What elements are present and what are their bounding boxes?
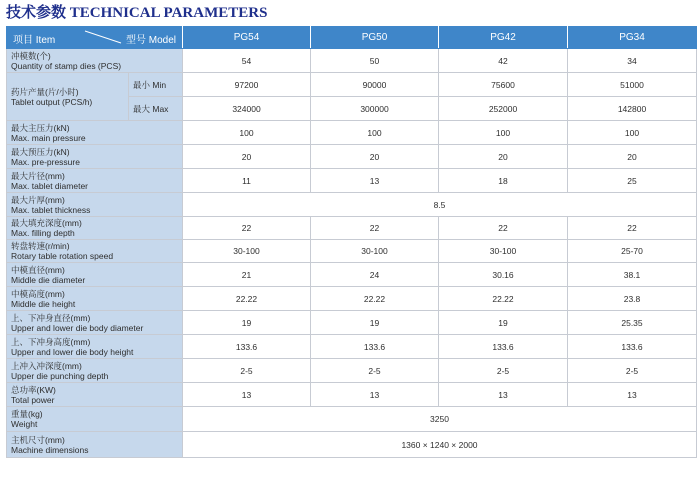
- row-label: [7, 49, 183, 73]
- table-row: [7, 49, 697, 73]
- value-cell: 142800: [568, 97, 697, 121]
- value-cell: 19: [183, 311, 311, 335]
- value-cell: 22: [183, 217, 311, 240]
- model-header-pg42: PG42: [439, 27, 568, 49]
- model-header-pg34: PG34: [568, 27, 697, 49]
- value-cell: 2-5: [311, 359, 439, 383]
- table-row: [7, 169, 697, 193]
- row-label: [7, 311, 183, 335]
- row-label-cn: 冲模数(个): [11, 50, 51, 61]
- row-label-cn: 最大填充深度(mm): [11, 218, 82, 228]
- value-cell: 25.35: [568, 311, 697, 335]
- value-cell: 20: [439, 145, 568, 169]
- value-cell: 13: [311, 169, 439, 193]
- merged-value-cell: 1360 × 1240 × 2000: [183, 432, 697, 458]
- row-label: [7, 432, 183, 458]
- row-label-cn: 上、下冲身直径(mm): [11, 312, 91, 323]
- row-label-en: Machine dimensions: [11, 444, 89, 455]
- row-label-en: Rotary table rotation speed: [11, 251, 114, 261]
- table-row: [7, 359, 697, 383]
- model-header-pg50: PG50: [311, 27, 439, 49]
- table-row: [7, 145, 697, 169]
- value-cell: 2-5: [568, 359, 697, 383]
- value-cell: 22.22: [439, 287, 568, 311]
- row-label: [7, 359, 183, 383]
- value-cell: 133.6: [568, 335, 697, 359]
- row-label: [7, 73, 129, 121]
- row-label-cn: 最大主压力(kN): [11, 122, 70, 133]
- value-cell: 100: [439, 121, 568, 145]
- value-cell: 19: [311, 311, 439, 335]
- value-cell: 19: [439, 311, 568, 335]
- row-label-en: Max. pre-pressure: [11, 156, 80, 167]
- spec-table-body: [7, 27, 697, 458]
- table-row: [7, 432, 697, 458]
- value-cell: 11: [183, 169, 311, 193]
- row-label-cn: 总功率(KW): [11, 384, 56, 395]
- row-label-en: Max. filling depth: [11, 228, 75, 238]
- table-row: [7, 311, 697, 335]
- value-cell: 25-70: [568, 240, 697, 263]
- value-cell: 2-5: [183, 359, 311, 383]
- row-label-en: Tablet output (PCS/h): [11, 96, 93, 107]
- table-row: [7, 121, 697, 145]
- value-cell: 21: [183, 263, 311, 287]
- row-label-cn: 药片产量(片/小时): [11, 86, 79, 97]
- row-label-en: Upper and lower die body diameter: [11, 322, 144, 333]
- value-cell: 38.1: [568, 263, 697, 287]
- row-label-cn: 主机尺寸(mm): [11, 434, 65, 445]
- value-cell: 34: [568, 49, 697, 73]
- table-row: [7, 217, 697, 240]
- value-cell: 42: [439, 49, 568, 73]
- merged-value-cell: 3250: [183, 407, 697, 432]
- value-cell: 252000: [439, 97, 568, 121]
- value-cell: 30-100: [311, 240, 439, 263]
- row-label-cn: 最大预压力(kN): [11, 146, 70, 157]
- page-title: 技术参数 TECHNICAL PARAMETERS: [6, 5, 268, 21]
- row-label: [7, 217, 183, 240]
- table-row: [7, 73, 697, 97]
- value-cell: 100: [568, 121, 697, 145]
- value-cell: 97200: [183, 73, 311, 97]
- row-label-en: Middle die diameter: [11, 274, 86, 285]
- value-cell: 13: [183, 383, 311, 407]
- row-label: [7, 193, 183, 217]
- value-cell: 133.6: [439, 335, 568, 359]
- value-cell: 90000: [311, 73, 439, 97]
- row-label: [7, 121, 183, 145]
- value-cell: 100: [311, 121, 439, 145]
- table-row: [7, 240, 697, 263]
- value-cell: 133.6: [311, 335, 439, 359]
- value-cell: 20: [568, 145, 697, 169]
- row-label-cn: 上、下冲身高度(mm): [11, 336, 91, 347]
- value-cell: 22: [439, 217, 568, 240]
- value-cell: 13: [311, 383, 439, 407]
- row-label: [7, 335, 183, 359]
- row-label: [7, 287, 183, 311]
- row-label-cn: 重量(kg): [11, 409, 43, 419]
- header-model-label: 型号 Model: [125, 35, 176, 46]
- table-row: [7, 193, 697, 217]
- value-cell: 133.6: [183, 335, 311, 359]
- value-cell: 300000: [311, 97, 439, 121]
- header-item-label: 项目 Item: [13, 35, 56, 46]
- header-row: [7, 27, 697, 49]
- table-row: [7, 407, 697, 432]
- row-label: [7, 145, 183, 169]
- value-cell: 24: [311, 263, 439, 287]
- table-row: [7, 335, 697, 359]
- row-label-cn: 中模高度(mm): [11, 288, 65, 299]
- value-cell: 22.22: [311, 287, 439, 311]
- table-row: [7, 287, 697, 311]
- spec-table: [6, 26, 697, 458]
- row-label-cn: 中模直径(mm): [11, 264, 65, 275]
- value-cell: 100: [183, 121, 311, 145]
- value-cell: 23.8: [568, 287, 697, 311]
- value-cell: 13: [439, 383, 568, 407]
- row-sublabel: 最大 Max: [129, 97, 183, 121]
- value-cell: 75600: [439, 73, 568, 97]
- row-label-en: Upper and lower die body height: [11, 346, 134, 357]
- value-cell: 30-100: [439, 240, 568, 263]
- value-cell: 30-100: [183, 240, 311, 263]
- value-cell: 25: [568, 169, 697, 193]
- row-label: [7, 383, 183, 407]
- value-cell: 54: [183, 49, 311, 73]
- row-label-en: Total power: [11, 394, 55, 405]
- value-cell: 18: [439, 169, 568, 193]
- value-cell: 2-5: [439, 359, 568, 383]
- row-label: [7, 263, 183, 287]
- value-cell: 22: [311, 217, 439, 240]
- header-diagonal-line: [83, 29, 123, 45]
- value-cell: 22: [568, 217, 697, 240]
- value-cell: 324000: [183, 97, 311, 121]
- value-cell: 20: [183, 145, 311, 169]
- table-row: [7, 383, 697, 407]
- value-cell: 20: [311, 145, 439, 169]
- row-label-en: Middle die height: [11, 298, 76, 309]
- value-cell: 13: [568, 383, 697, 407]
- row-label: [7, 407, 183, 432]
- row-label-en: Max. tablet diameter: [11, 180, 89, 191]
- row-sublabel: 最小 Min: [129, 73, 183, 97]
- row-label-cn: 最大片径(mm): [11, 170, 65, 181]
- row-label: [7, 240, 183, 263]
- row-label-en: Max. tablet thickness: [11, 204, 91, 215]
- table-row: [7, 263, 697, 287]
- row-label-en: Weight: [11, 419, 38, 429]
- row-label-cn: 转盘转速(r/min): [11, 241, 70, 251]
- value-cell: 30.16: [439, 263, 568, 287]
- value-cell: 50: [311, 49, 439, 73]
- merged-value-cell: 8.5: [183, 193, 697, 217]
- row-label-cn: 最大片厚(mm): [11, 194, 65, 205]
- row-label-en: Max. main pressure: [11, 132, 86, 143]
- value-cell: 22.22: [183, 287, 311, 311]
- row-label-en: Quantity of stamp dies (PCS): [11, 60, 122, 71]
- value-cell: 51000: [568, 73, 697, 97]
- row-label-cn: 上冲入冲深度(mm): [11, 360, 82, 371]
- row-label: [7, 169, 183, 193]
- model-header-pg54: PG54: [183, 27, 311, 49]
- row-label-en: Upper die punching depth: [11, 370, 109, 381]
- header-item-model-cell: [7, 27, 183, 49]
